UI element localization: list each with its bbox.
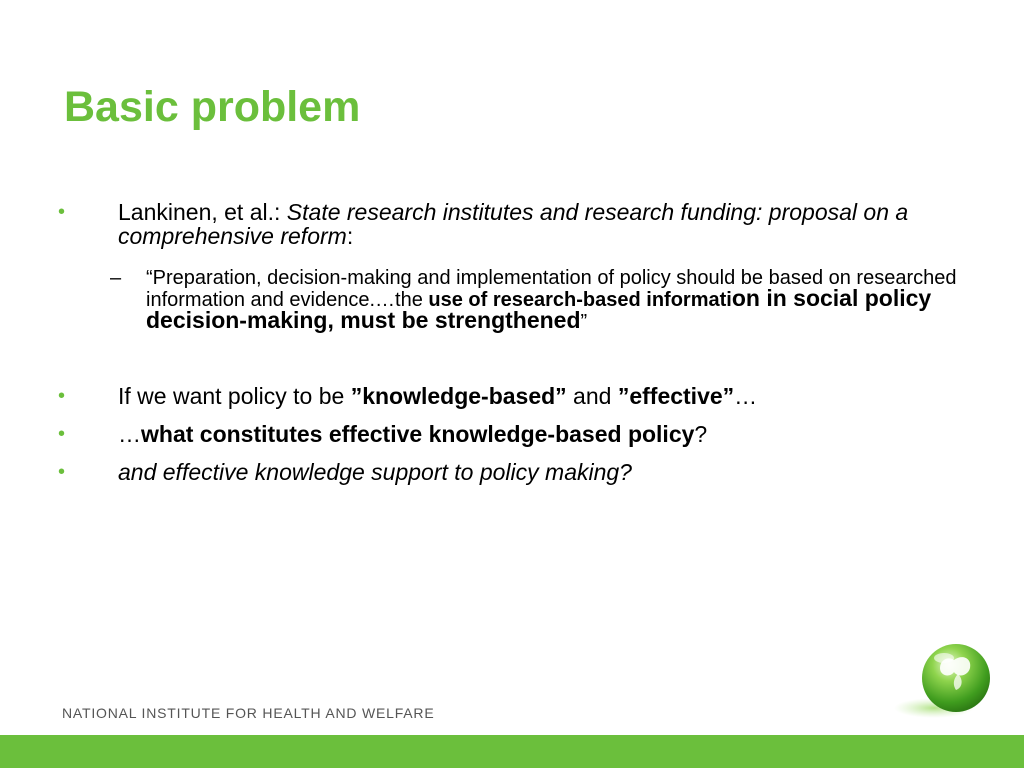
bullet-text: and (566, 383, 618, 409)
quote-bold-text: use of research-based informati (428, 289, 732, 311)
bullet-text: … (118, 421, 141, 447)
bullet-text: If we want policy to be (118, 383, 351, 409)
green-sphere-logo-icon (892, 638, 1002, 728)
slide-title: Basic problem (64, 83, 361, 131)
bullet-text: : (346, 223, 354, 249)
footer-bar (0, 735, 1024, 768)
quote-text: ” (580, 311, 588, 333)
bullet-icon: • (58, 201, 66, 223)
bullet-item-policy (58, 384, 958, 408)
quote-bold-text-large: on in social policy decision-making, must be strengthened (146, 285, 932, 333)
bullet-text-italic: and effective knowledge support to policy making? (118, 459, 632, 485)
footer-organization-name: NATIONAL INSTITUTE FOR HEALTH AND WELFARE (62, 705, 435, 721)
bullet-text: … (734, 383, 758, 409)
bullet-icon: • (58, 423, 66, 445)
bullet-item-reference (58, 200, 958, 248)
dash-icon: – (110, 267, 122, 289)
bullet-text: Lankinen, et al.: (118, 199, 287, 225)
spacer (58, 332, 958, 384)
bullet-bold-text: what constitutes effective knowledge-based policy (141, 421, 695, 447)
bullet-bold-text: ”effective” (617, 383, 735, 409)
bullet-icon: • (58, 385, 66, 407)
bullet-item-question (58, 422, 958, 446)
bullet-bold-text: ”knowledge-based” (350, 383, 567, 409)
quote-text: “Preparation, decision-making and implementation of policy should be based on researched information and evidence.…the (146, 267, 957, 311)
bullet-text-italic: State research institutes and research funding: proposal on a comprehensive reform (118, 199, 909, 249)
sub-bullet-quote (58, 268, 958, 332)
bullet-item-support (58, 460, 958, 484)
bullet-text: ? (694, 421, 708, 447)
bullet-icon: • (58, 461, 66, 483)
bullet-list (58, 200, 958, 484)
